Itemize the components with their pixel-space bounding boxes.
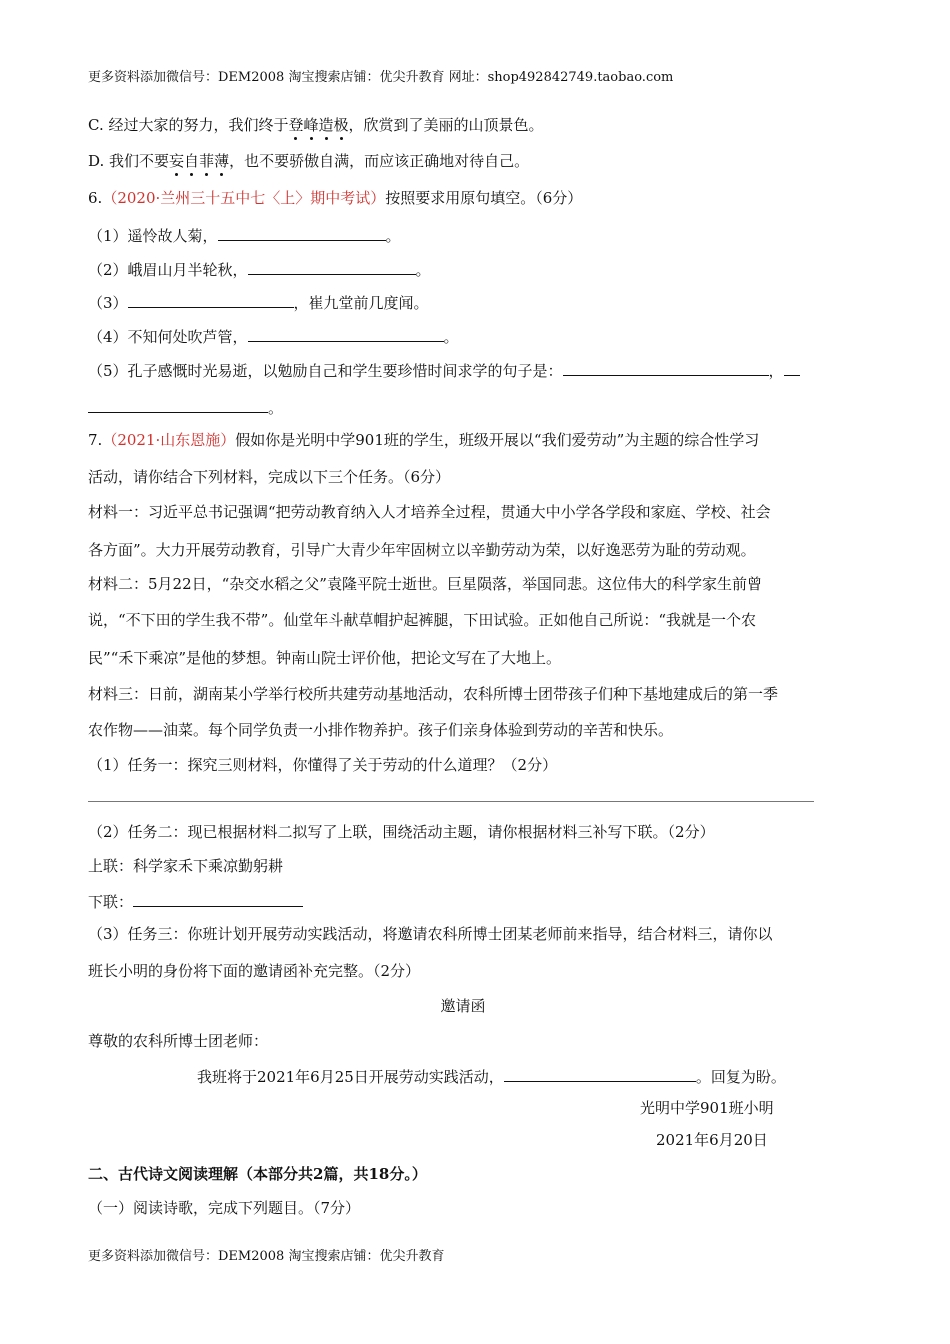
invitation-body: 我班将于2021年6月25日开展劳动实践活动， 。回复为盼。 (197, 1065, 786, 1087)
q6-item-4: （4）不知何处吹芦管， 。 (88, 325, 459, 347)
answer-blank[interactable] (563, 359, 769, 376)
material-3-line-2: 农作物——油菜。每个同学负责一小排作物养护。孩子们亲身体验到劳动的辛苦和快乐。 (88, 721, 674, 739)
answer-blank[interactable] (133, 890, 303, 907)
section-2-subsection: （一）阅读诗歌，完成下列题目。（7分） (88, 1199, 361, 1217)
material-1-line-1: 材料一：习近平总书记强调“把劳动教育纳入人才培养全过程，贯通大中小学各学段和家庭、学校、社会 (88, 503, 771, 521)
invitation-date: 2021年6月20日 (656, 1131, 768, 1149)
answer-blank[interactable] (218, 224, 386, 241)
page-header: 更多资料添加微信号：DEM2008 淘宝搜索店铺：优尖升教育 网址：shop492842749.taobao.com (88, 70, 674, 85)
task-1-answer-line[interactable] (88, 801, 814, 802)
task-3-line-1: （3）任务三：你班计划开展劳动实践活动，将邀请农科所博士团某老师前来指导，结合材料三，请你以 (88, 925, 773, 943)
q6-item-3: （3） ，崔九堂前几度闻。 (88, 291, 429, 313)
answer-blank[interactable] (504, 1065, 696, 1082)
q6-source: （2020·兰州三十五中七〈上〉期中考试） (102, 189, 386, 207)
q6-item-5-cont: 。 (88, 396, 283, 418)
upper-couplet: 上联：科学家禾下乘凉勤躬耕 (88, 857, 284, 875)
invitation-title: 邀请函 (440, 997, 486, 1015)
answer-blank[interactable] (88, 396, 268, 413)
lower-couplet: 下联： (88, 890, 303, 912)
q7-source: （2021·山东恩施） (102, 431, 236, 449)
task-1: （1）任务一：探究三则材料，你懂得了关于劳动的什么道理？（2分） (88, 756, 558, 774)
answer-blank[interactable] (248, 258, 416, 275)
page-footer: 更多资料添加微信号：DEM2008 淘宝搜索店铺：优尖升教育 (88, 1249, 445, 1264)
material-2-line-1: 材料二：5月22日，“杂交水稻之父”袁隆平院士逝世。巨星陨落，举国同悲。这位伟大的科学家生前曾 (88, 575, 762, 593)
material-2-line-2: 说，“不下田的学生我不带”。仙堂年斗献草帽护起裤腿，下田试验。正如他自己所说：“我就是一个农 (88, 611, 757, 629)
material-1-line-2: 各方面”。大力开展劳动教育，引导广大青少年牢固树立以辛勤劳动为荣，以好逸恶劳为耻的劳动观。 (88, 541, 756, 559)
material-2-line-3: 民”“禾下乘凉”是他的梦想。钟南山院士评价他，把论文写在了大地上。 (88, 649, 562, 667)
task-2: （2）任务二：现已根据材料二拟写了上联，围绕活动主题，请你根据材料三补写下联。（2分） (88, 823, 715, 841)
material-3-line-1: 材料三：日前，湖南某小学举行校所共建劳动基地活动，农科所博士团带孩子们种下基地建成后的第一季 (88, 685, 779, 703)
q6-item-5: （5）孔子感慨时光易逝，以勉励自己和学生要珍惜时间求学的句子是： ， (88, 359, 800, 381)
q6-item-2: （2）峨眉山月半轮秋， 。 (88, 258, 431, 280)
answer-blank[interactable] (248, 325, 444, 342)
invitation-signer: 光明中学901班小明 (640, 1099, 774, 1117)
answer-blank[interactable] (128, 291, 294, 308)
q6-item-1: （1）遥怜故人菊， 。 (88, 224, 401, 246)
section-2-title: 二、古代诗文阅读理解（本部分共2篇，共18分。） (88, 1165, 427, 1183)
q7-stem: 7.（2021·山东恩施）假如你是光明中学901班的学生，班级开展以“我们爱劳动”为主题的综合性学习 (88, 431, 760, 449)
invitation-salutation: 尊敬的农科所博士团老师： (88, 1032, 269, 1050)
q7-intro-line-2: 活动，请你结合下列材料，完成以下三个任务。（6分） (88, 468, 451, 486)
answer-blank[interactable] (784, 359, 800, 376)
q5-option-d: D. 我们不要妄自菲薄，也不要骄傲自满，而应该正确地对待自己。 (88, 152, 530, 170)
q5-option-c: C. 经过大家的努力，我们终于登峰造极，欣赏到了美丽的山顶景色。 (88, 116, 544, 134)
task-3-line-2: 班长小明的身份将下面的邀请函补充完整。（2分） (88, 962, 421, 980)
q6-stem: 6.（2020·兰州三十五中七〈上〉期中考试）按照要求用原句填空。（6分） (88, 189, 583, 207)
